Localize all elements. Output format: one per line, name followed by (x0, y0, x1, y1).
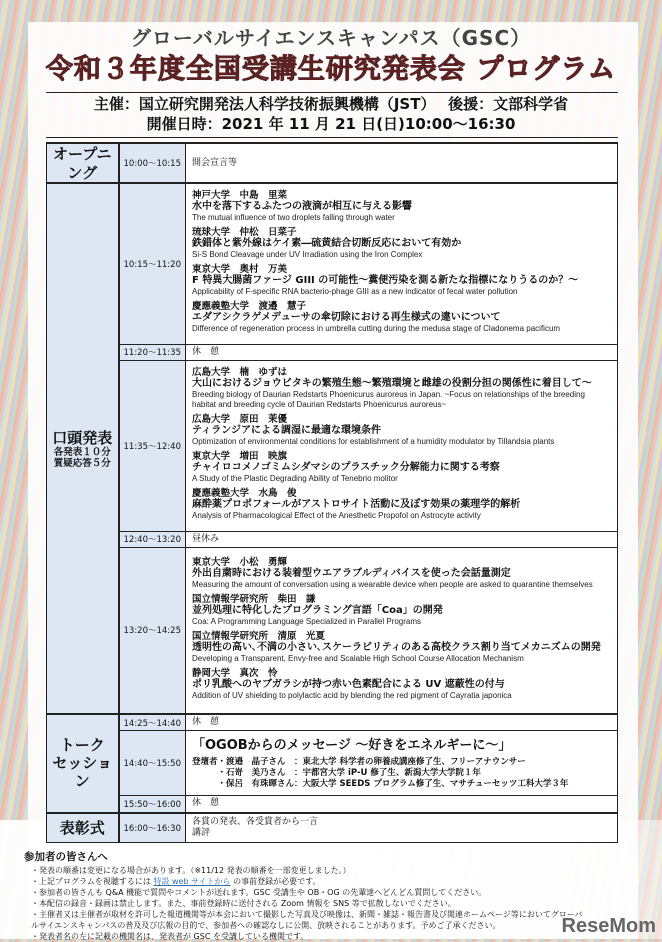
note-item: ・発表の順番は変更になる場合があります。（※11/12 発表の順番を一部変更しました。） (31, 866, 351, 875)
time-cell: 14:40～15:50 (119, 731, 186, 796)
presentation (192, 594, 611, 627)
event-date: 開催日時：2021 年 11 月 21 日(日)10:00～16:30 (146, 115, 516, 133)
presentation-title-jp: 並列処理に特化したプログラミング言語「Coa」の開発 (192, 604, 443, 616)
presentation-title-jp: 外出自粛時における装着型ウエアラブルディバイスを使った会話量測定 (192, 567, 511, 579)
presenter-name: 琉球大学 仲松 日菜子 (192, 227, 297, 239)
note-text: の事前登録が必要です。 (230, 877, 321, 886)
content-cell (186, 731, 618, 796)
break-cell: 休 憩 (186, 714, 618, 731)
presentation (192, 301, 611, 334)
section-label: オープニング (52, 145, 112, 182)
time-cell: 10:00～10:15 (119, 143, 186, 183)
organizer: 主催：国立研究開発法人科学技術振興機構（JST） 後援：文部科学省 (93, 95, 569, 113)
content-cell: 開会宣言等 (186, 143, 618, 183)
content-cell (186, 547, 618, 714)
presenter-name: 広島大学 楠 ゆずは (192, 367, 288, 378)
presentation-title-jp: 麻酔薬プロポフォールがアストロサイト活動に及ぼす効果の薬理学的解析 (192, 499, 521, 510)
divider (46, 92, 618, 93)
presentation (192, 488, 611, 521)
presenter-name: 慶應義塾大学 水鳥 俊 (192, 488, 297, 499)
presentation-title-jp: 大山におけるジョウビタキの繁殖生態～繁殖環境と雌雄の役割分担の関係性に着目して～ (192, 378, 592, 389)
guest-speaker: 登壇者・渡邉 晶子さん ：東北大学 科学者の卵養成講座修了生、フリーアナウンサー (192, 757, 526, 767)
divider (46, 137, 618, 138)
section-label: 表彰式 (59, 819, 105, 838)
presentation-title-en: Analysis of Pharmacological Effect of the Anesthetic Propofol on Astrocyte activity (192, 511, 481, 520)
participant-notes (24, 851, 584, 942)
registration-link[interactable]: 特設 web サイトから (153, 877, 231, 886)
presentation (192, 190, 611, 223)
break-cell: 休 憩 (186, 344, 618, 360)
presentation-title-en: Addition of UV shielding to polylactic acid by blending the red pigment of Cayratia japonica (192, 690, 512, 700)
time-cell: 10:15～11:20 (119, 183, 186, 344)
time-cell: 16:00～16:30 (119, 813, 186, 843)
presentation-title-en: Applicability of F-specific RNA bacterio-phage GIII as a new indicator of fecal water pollution (192, 287, 518, 297)
presentation-title-en: Optimization of environmental conditions for establishment of a humidity modulator by Tillandsia plants (192, 437, 555, 446)
section-oral (47, 183, 119, 714)
resemom-logo: ReseMom (561, 915, 656, 937)
presentation-title-en: The mutual influence of two droplets falling through water (192, 213, 395, 223)
notes-title: 参加者の皆さんへ (24, 851, 108, 863)
presentation-title-en: A Study of the Plastic Degrading Ability of Tenebrio molitor (192, 474, 398, 483)
presentation (192, 668, 611, 701)
section-opening (47, 143, 119, 183)
presentation-title-jp: チャイロコメノゴミムシダマシのプラスチック分解能力に関する考察 (192, 462, 500, 473)
presentation (192, 414, 611, 447)
awards-line: 各賞の発表、各受賞者から一言 (192, 816, 319, 827)
time-cell: 13:20～14:25 (119, 547, 186, 714)
note-item-registration (24, 876, 584, 887)
time-cell: 11:35～12:40 (119, 360, 186, 531)
page-title: 令和３年度全国受講生研究発表会 プログラム (45, 54, 617, 85)
section-label: トーク (59, 736, 105, 755)
presentation-title-jp: 鉄錯体と紫外線はケイ素―硫黄結合切断反応において有効か (192, 238, 462, 250)
presenter-name: 国立情報学研究所 清原 光夏 (192, 630, 326, 642)
content-cell (186, 183, 618, 344)
presenter-name: 国立情報学研究所 柴田 謙 (192, 593, 316, 605)
note-text: ・上記プログラムを視聴するには (31, 877, 154, 886)
presenter-name: 慶應義塾大学 渡邉 慧子 (192, 301, 307, 313)
presenter-name: 神戸大学 中島 里菜 (192, 190, 288, 202)
time-cell: 11:20～11:35 (119, 344, 186, 360)
presentation-title-en: Developing a Transparent, Envy-free and Scalable High School Course Allocation Mechanism (192, 653, 524, 663)
section-label: 口頭発表 (52, 428, 113, 447)
main-content (0, 142, 662, 942)
presentation-title-jp: エダアシクラゲメデューサの傘切除における再生様式の違いについて (192, 312, 501, 324)
presentation (192, 451, 611, 484)
presentation-title-en: Coa: A Programming Language Specialized in Parallel Programs (192, 616, 422, 626)
section-label: セッション (52, 754, 113, 791)
section-note: 質疑応答５分 (53, 457, 111, 469)
note-item: ・発表者名の左に記載の機関名は、発表者が GSC を受講している機関です。 (31, 932, 309, 941)
presentation-title-en: Breeding biology of Daurian Redstarts Phoenicurus auroreus in Japan. ~Focus on relationships of the breeding habitat and breeding cycle of Daurian Redstarts Phoenicurus auroreus~ (192, 390, 585, 409)
presenter-name: 東京大学 小松 勇輝 (192, 556, 288, 568)
presentation-title-jp: ティランジアによる調湿に最適な環境条件 (192, 425, 381, 436)
section-awards (47, 813, 119, 843)
note-item: ・本配信の録音・録画は禁止します。また、事前登録時に送付される Zoom 情報を SNS 等で拡散しないでください。 (31, 899, 456, 908)
note-item: ・主催者又は主催者が取材を許可した報道機関等が本会において撮影した写真及び映像は、新聞・雑誌・報告書及び関連ホームページ等においてグローバルサイエンスキャンパスの普及及び広報の目的で、参加者への確認なしに公開、放映されることがあります。予めご了承ください。 (31, 910, 583, 930)
series-title: グローバルサイエンスキャンパス（GSC） (130, 26, 532, 50)
presentation-title-jp: F 特異大腸菌ファージ GIII の可能性～糞便汚染を測る新たな指標になりうるのか？～ (192, 275, 579, 287)
presentation-title-en: Si-S Bond Cleavage under UV Irradiation using the Iron Complex (192, 250, 423, 260)
section-note: 各発表１０分 (53, 446, 111, 458)
note-item: ・参加者の皆さんも Q&A 機能で質問やコメントが送れます。GSC 受講生や OB・OG の先輩達へどんどん質問してください。 (31, 888, 487, 897)
time-cell: 15:50～16:00 (119, 796, 186, 813)
presentation-title-jp: ポリ乳酸へのヤブガラシが持つ赤い色素配合による UV 遮蔽性の付与 (192, 678, 505, 690)
presentation-title-jp: 透明性の高い､不満の小さい､スケーラビリティのある高校クラス割り当てメカニズムの開発 (192, 641, 601, 653)
time-cell: 14:25～14:40 (119, 714, 186, 731)
content-cell (186, 813, 618, 843)
section-talk (47, 714, 119, 813)
presentation (192, 227, 611, 260)
presentation (192, 264, 611, 297)
presenter-name: 東京大学 奥村 万美 (192, 264, 288, 276)
presentation-title-en: Measuring the amount of conversation using a wearable device when people are asked to quarantine themselves (192, 579, 593, 589)
talk-title: 「OGOBからのメッセージ ～好きをエネルギーに～」 (192, 738, 512, 753)
awards-line: 講評 (192, 827, 211, 838)
program-table (46, 142, 618, 843)
break-cell: 休 憩 (186, 796, 618, 813)
guest-speaker: ・石嵜 美乃さん ：宇都宮大学 iP-U 修了生、新潟大学大学院１年 (192, 768, 481, 778)
content-cell (186, 360, 618, 531)
break-cell: 昼休み (186, 531, 618, 547)
presentation (192, 557, 611, 590)
presentation-title-en: Difference of regeneration process in umbrella cutting during the medusa stage of Cladonema pacificum (192, 324, 561, 334)
presentation (192, 367, 611, 410)
time-cell: 12:40～13:20 (119, 531, 186, 547)
presenter-name: 東京大学 増田 映旗 (192, 451, 288, 462)
presenter-name: 静岡大学 真次 怜 (192, 667, 278, 679)
guest-speaker: ・保呂 有珠暉さん：大阪大学 SEEDS プログラム修了生、マサチューセッツ工科大学３年 (192, 779, 569, 789)
presenter-name: 広島大学 原田 茉優 (192, 414, 288, 425)
presentation-title-jp: 水中を落下するふたつの液滴が相互に与える影響 (192, 201, 412, 213)
presentation (192, 631, 611, 664)
